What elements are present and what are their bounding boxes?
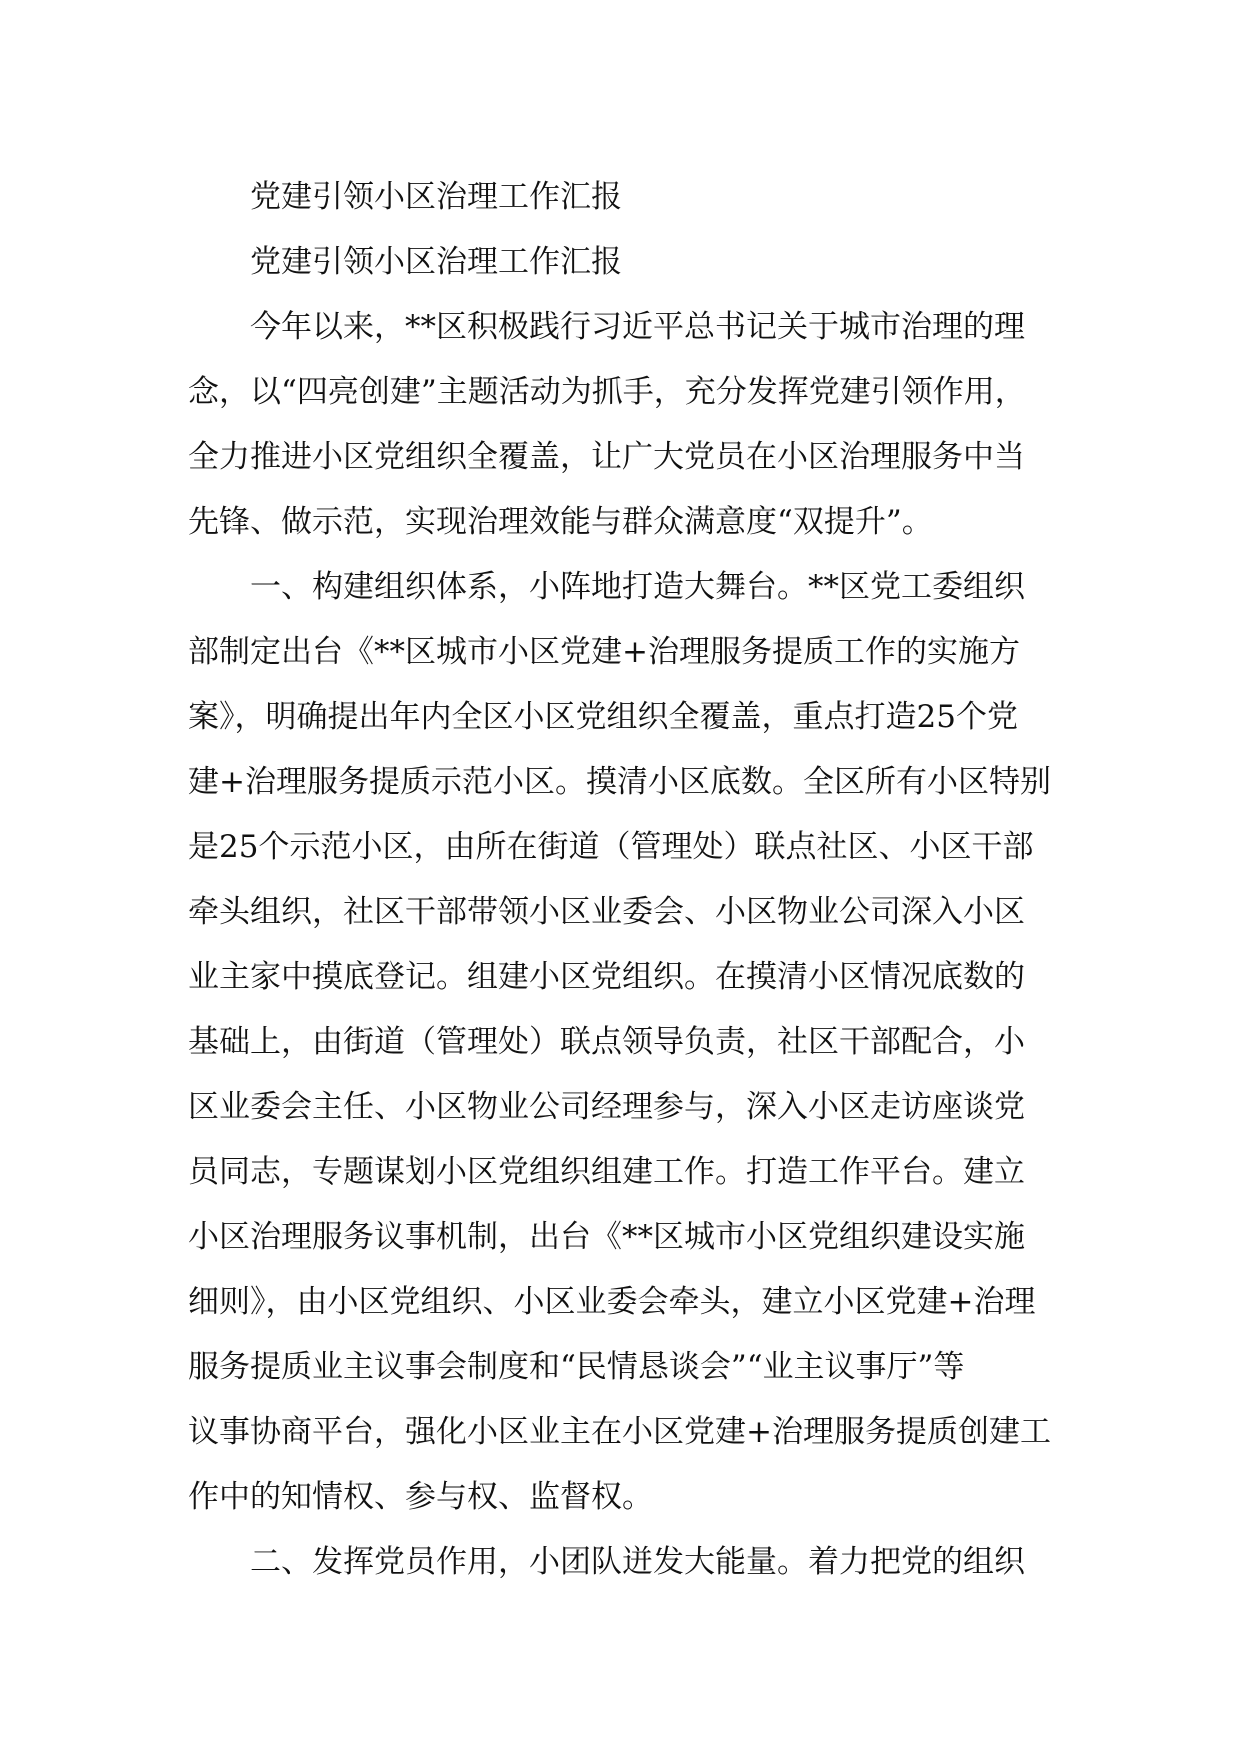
paragraph-line: 员同志，专题谋划小区党组织组建工作。打造工作平台。建立 <box>188 1154 1025 1190</box>
paragraph-line: 案》，明确提出年内全区小区党组织全覆盖，重点打造25个党 <box>188 699 1018 735</box>
paragraph-line: 区业委会主任、小区物业公司经理参与，深入小区走访座谈党 <box>188 1089 1025 1125</box>
paragraph-line: 全力推进小区党组织全覆盖，让广大党员在小区治理服务中当 <box>188 439 1025 475</box>
paragraph-line: 二、发挥党员作用，小团队迸发大能量。着力把党的组织 <box>250 1544 1025 1580</box>
paragraph-line: 先锋、做示范，实现治理效能与群众满意度“双提升”。 <box>188 504 933 540</box>
paragraph-line: 议事协商平台，强化小区业主在小区党建+治理服务提质创建工 <box>188 1414 1051 1450</box>
paragraph-line: 是25个示范小区，由所在街道（管理处）联点社区、小区干部 <box>188 829 1034 865</box>
paragraph-line: 细则》，由小区党组织、小区业委会牵头，建立小区党建+治理 <box>188 1284 1036 1320</box>
paragraph-line: 小区治理服务议事机制，出台《**区城市小区党组织建设实施 <box>188 1219 1025 1255</box>
paragraph-line: 服务提质业主议事会制度和“民情恳谈会”“业主议事厅”等 <box>188 1349 965 1385</box>
paragraph-line: 作中的知情权、参与权、监督权。 <box>188 1479 653 1515</box>
document-body <box>188 165 1058 1595</box>
paragraph-line: 建+治理服务提质示范小区。摸清小区底数。全区所有小区特别 <box>188 764 1051 800</box>
document-title: 党建引领小区治理工作汇报 <box>250 179 622 215</box>
paragraph-line: 念，以“四亮创建”主题活动为抓手，充分发挥党建引领作用， <box>188 374 1026 410</box>
paragraph-line: 牵头组织，社区干部带领小区业委会、小区物业公司深入小区 <box>188 894 1025 930</box>
paragraph-line: 今年以来，**区积极践行习近平总书记关于城市治理的理 <box>250 309 1025 345</box>
paragraph-line: 部制定出台《**区城市小区党建+治理服务提质工作的实施方 <box>188 634 1020 670</box>
document-subtitle: 党建引领小区治理工作汇报 <box>250 244 622 280</box>
paragraph-line: 业主家中摸底登记。组建小区党组织。在摸清小区情况底数的 <box>188 959 1025 995</box>
paragraph-line: 基础上，由街道（管理处）联点领导负责，社区干部配合，小 <box>188 1024 1025 1060</box>
paragraph-line: 一、构建组织体系，小阵地打造大舞台。**区党工委组织 <box>250 569 1025 605</box>
